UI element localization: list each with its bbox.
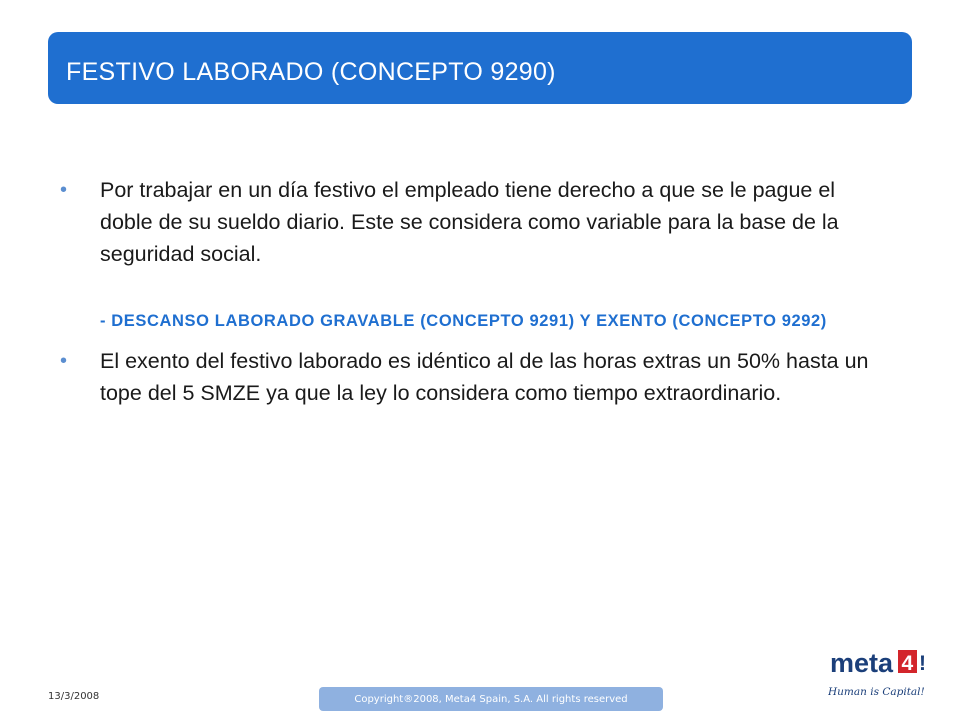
bullet-marker: • [60,350,68,372]
logo-brand-number: 4 [901,652,914,675]
logo-tagline: Human is Capital! [828,686,925,698]
logo-brand-prefix: meta [830,648,894,678]
bullet-item [60,345,890,409]
sub-heading: - DESCANSO LABORADO GRAVABLE (CONCEPTO 9291) Y EXENTO (CONCEPTO 9292) [100,312,827,330]
logo-brand-suffix: ! [919,652,926,675]
meta4-logo [828,645,936,705]
bullet-marker: • [60,179,68,201]
bullet-text: Por trabajar en un día festivo el empleado tiene derecho a que se le pague el doble de su sueldo diario. Este se considera como variable para la base de la seguridad social. [100,178,839,266]
bullet-item [60,174,890,270]
bullet-text: El exento del festivo laborado es idéntico al de las horas extras un 50% hasta un tope del 5 SMZE ya que la ley lo considera como tiempo extraordinario. [100,349,869,405]
slide-content [60,174,890,409]
slide-title: FESTIVO LABORADO (CONCEPTO 9290) [66,57,556,86]
title-bar [48,32,912,104]
footer-date: 13/3/2008 [48,691,100,702]
footer-copyright: Copyright®2008, Meta4 Spain, S.A. All rights reserved [319,687,663,711]
